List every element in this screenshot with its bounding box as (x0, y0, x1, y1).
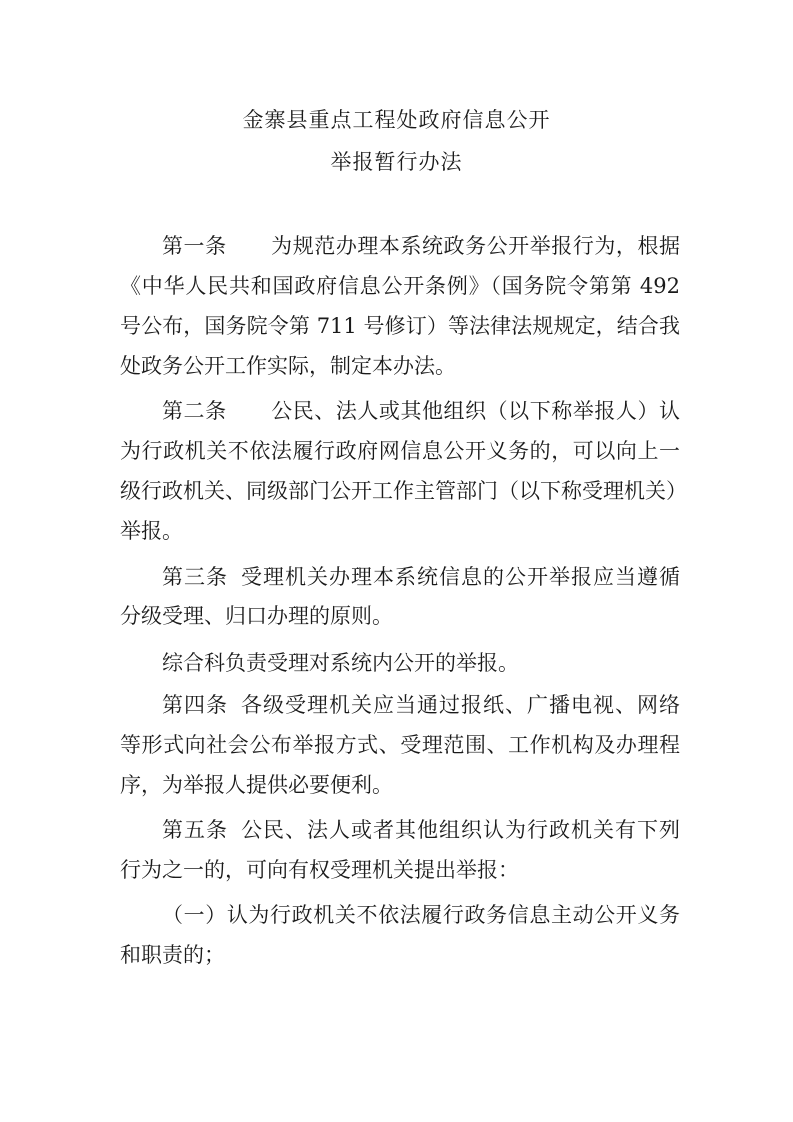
article-text: 受理机关办理本系统信息的公开举报应当遵循 (240, 565, 680, 589)
article-1-first-line (162, 232, 680, 260)
article-label: 第四条 (162, 693, 228, 717)
article-2-line-2: 为行政机关不依法履行政府网信息公开义务的，可以向上一 (120, 439, 680, 463)
article-label: 第五条 (162, 818, 228, 842)
article-4-line-2: 等形式向社会公布举报方式、受理范围、工作机构及办理程 (120, 733, 680, 757)
article-4-line-3: 序，为举报人提供必要便利。 (120, 773, 393, 797)
document-title-line-1: 金寨县重点工程处政府信息公开 (242, 108, 551, 132)
article-2-first-line (162, 397, 680, 425)
article-4-first-line (162, 691, 680, 719)
article-text: 公民、法人或者其他组织认为行政机关有下列 (240, 818, 680, 842)
article-1-line-2: 《中华人民共和国政府信息公开条例》（国务院令第第 492 (120, 274, 680, 298)
article-label: 第二条 (162, 399, 227, 423)
article-label: 第三条 (162, 565, 228, 589)
article-label: 第一条 (162, 234, 227, 258)
article-text: 为规范办理本系统政务公开举报行为，根据 (270, 234, 681, 258)
article-5-first-line (162, 816, 680, 844)
article-3-extra-paragraph: 综合科负责受理对系统内公开的举报。 (162, 651, 519, 675)
article-text: 各级受理机关应当通过报纸、广播电视、网络 (240, 693, 680, 717)
document-title-line-2: 举报暂行办法 (330, 150, 463, 174)
article-2-line-3: 级行政机关、同级部门公开工作主管部门（以下称受理机关） (120, 479, 687, 503)
article-1-line-3: 号公布，国务院令第 711 号修订）等法律法规规定，结合我 (120, 314, 680, 338)
item-1-first-line: （一）认为行政机关不依法履行政务信息主动公开义务 (162, 903, 680, 927)
article-2-line-4: 举报。 (120, 519, 183, 543)
article-3-first-line (162, 563, 680, 591)
article-1-line-4: 处政务公开工作实际，制定本办法。 (120, 354, 456, 378)
article-5-line-2: 行为之一的，可向有权受理机关提出举报： (120, 858, 519, 882)
article-text: 公民、法人或其他组织（以下称举报人）认 (270, 399, 681, 423)
article-3-line-2: 分级受理、归口办理的原则。 (120, 604, 393, 628)
item-1-line-2: 和职责的； (120, 943, 225, 967)
